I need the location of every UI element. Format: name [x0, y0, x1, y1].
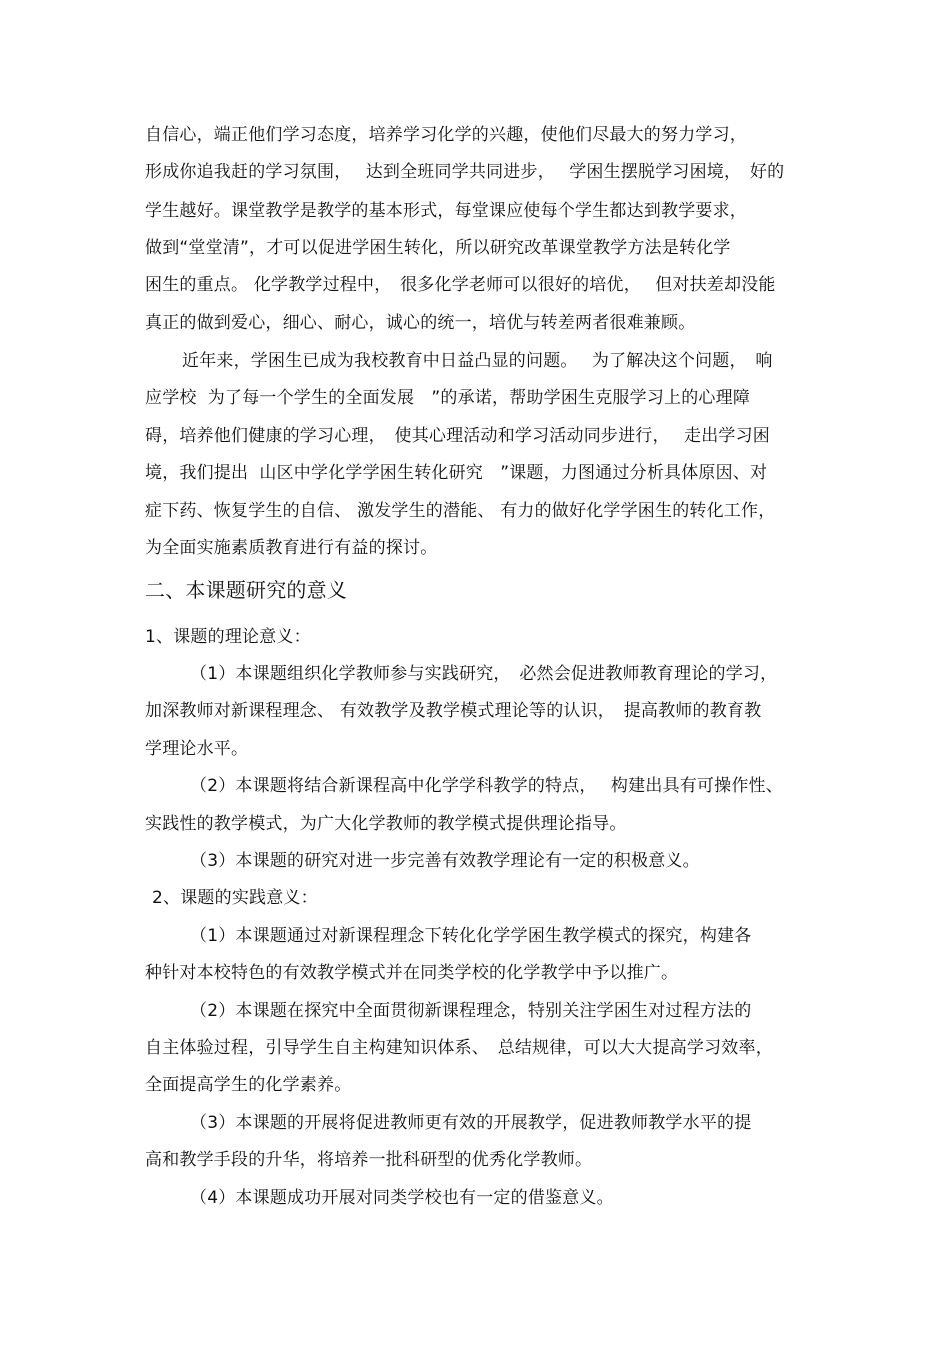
paragraph-line: （2）本课题将结合新课程高中化学学科教学的特点， 构建出具有可操作性、 — [190, 776, 783, 796]
paragraph-line: 加深教师对新课程理念、 有效教学及教学模式理论等的认识， 提高教师的教育教 — [145, 701, 762, 721]
subsection-heading: 2、课题的实践意义： — [152, 888, 318, 908]
paragraph-line: 高和教学手段的升华，将培养一批科研型的优秀化学教师。 — [145, 1150, 593, 1170]
paragraph-line: （4）本课题成功开展对同类学校也有一定的借鉴意义。 — [190, 1188, 614, 1208]
paragraph-line: （1）本课题组织化学教师参与实践研究， 必然会促进教师教育理论的学习， — [190, 664, 778, 684]
paragraph-line: 境，我们提出 山区中学化学学困生转化研究 ”课题，力图通过分析具体原因、对 — [145, 463, 768, 483]
paragraph-line: 做到“堂堂清”，才可以促进学困生转化，所以研究改革课堂教学方法是转化学 — [145, 238, 731, 258]
section-heading: 二、本课题研究的意义 — [145, 578, 347, 602]
paragraph-line: 碍，培养他们健康的学习心理， 使其心理活动和学习活动同步进行， 走出学习困 — [145, 426, 771, 446]
paragraph-line: 形成你追我赶的学习氛围， 达到全班同学共同进步， 学困生摆脱学习困境， 好的 — [145, 162, 785, 182]
paragraph-line: 近年来，学困生已成为我校教育中日益凸显的问题。 为了解决这个问题， 响 — [182, 351, 773, 371]
paragraph-line: 真正的做到爱心，细心、耐心，诚心的统一，培优与转差两者很难兼顾。 — [145, 313, 696, 333]
paragraph-line: 困生的重点。 化学教学过程中， 很多化学老师可以很好的培优， 但对扶差却没能 — [145, 275, 776, 295]
paragraph-line: 全面提高学生的化学素养。 — [145, 1075, 352, 1095]
paragraph-line: 学理论水平。 — [145, 739, 249, 759]
paragraph-line: 为全面实施素质教育进行有益的探讨。 — [145, 538, 438, 558]
paragraph-line: （3）本课题的研究对进一步完善有效教学理论有一定的积极意义。 — [190, 851, 700, 871]
paragraph-line: 实践性的教学模式，为广大化学教师的教学模式提供理论指导。 — [145, 814, 627, 834]
paragraph-line: 应学校 为了每一个学生的全面发展 ”的承诺，帮助学困生克服学习上的心理障 — [145, 388, 751, 408]
paragraph-line: （2）本课题在探究中全面贯彻新课程理念，特别关注学困生对过程方法的 — [190, 1001, 752, 1021]
paragraph-line: 症下药、恢复学生的自信、 激发学生的潜能、 有力的做好化学学困生的转化工作， — [145, 501, 776, 521]
paragraph-line: 种针对本校特色的有效教学模式并在同类学校的化学教学中予以推广。 — [145, 963, 679, 983]
paragraph-line: 自主体验过程，引导学生自主构建知识体系、 总结规律，可以大大提高学习效率， — [145, 1038, 773, 1058]
paragraph-line: （1）本课题通过对新课程理念下转化化学学困生教学模式的探究，构建各 — [190, 926, 752, 946]
paragraph-line: （3）本课题的开展将促进教师更有效的开展教学，促进教师教学水平的提 — [190, 1113, 752, 1133]
subsection-heading: 1、课题的理论意义： — [145, 627, 311, 647]
paragraph-line: 自信心，端正他们学习态度，培养学习化学的兴趣，使他们尽最大的努力学习， — [145, 125, 747, 145]
paragraph-line: 学生越好。课堂教学是教学的基本形式，每堂课应使每个学生都达到教学要求， — [145, 201, 747, 221]
